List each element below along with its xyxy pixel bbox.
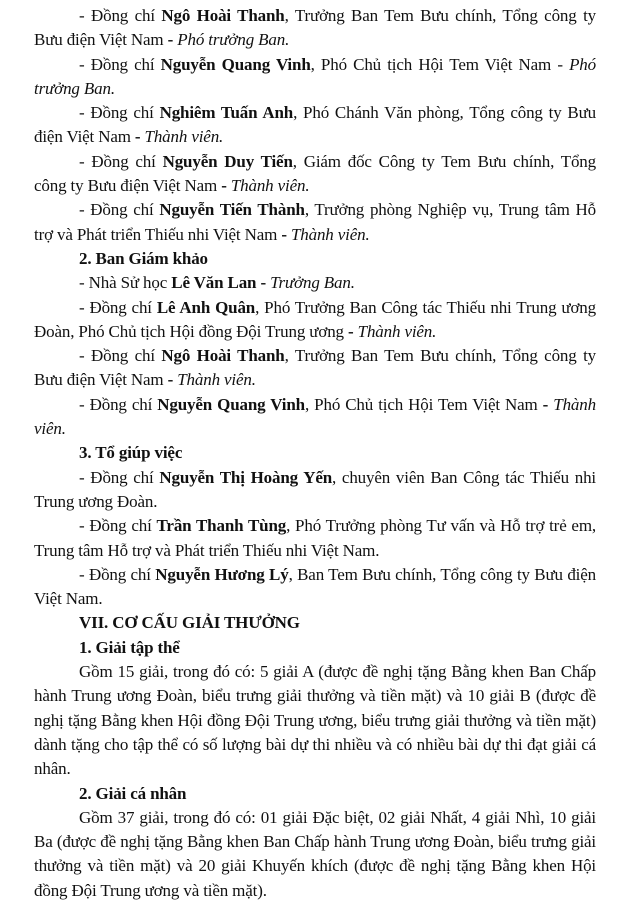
member-desc: , chuyên viên Ban Công tác Thiếu nhi Trung ương Đoàn.	[34, 467, 596, 511]
member-desc: , Phó Chủ tịch Hội Tem Việt Nam	[304, 394, 543, 414]
member-dash: -	[348, 321, 358, 341]
member-prefix: - Đồng chí	[79, 564, 156, 584]
member-desc: , Ban Tem Bưu chính, Tổng công ty Bưu điện Việt Nam.	[34, 564, 597, 609]
member-role: Thành viên.	[230, 176, 310, 196]
member-prefix: - Đồng chí	[79, 516, 157, 536]
member-dash: -	[221, 176, 231, 196]
member-name: Nguyễn Quang Vinh	[157, 394, 305, 414]
member-desc: , Phó Trưởng Ban Công tác Thiếu nhi Trung ương Đoàn, Phó Chủ tịch Hội đồng Đội Trung ương	[34, 297, 596, 341]
committee-member	[34, 150, 596, 199]
member-dash: -	[260, 273, 271, 293]
member-role: Trưởng Ban.	[270, 273, 355, 293]
member-prefix: - Đồng chí	[79, 54, 161, 74]
member-name: Ngô Hoài Thanh	[161, 346, 285, 366]
member-dash: -	[542, 394, 554, 414]
committee-member	[34, 53, 596, 102]
group-award-text: Gồm 15 giải, trong đó có: 5 giải A (được đề nghị tặng Bằng khen Ban Chấp hành Trung ương Đoàn, biểu trưng giải thưởng và tiền mặt) và 10 giải B (được đề nghị tặng Bằng khen Hội đồng Đội Trung ương, biểu trưng giải thưởng và tiền mặt) dành tặng cho tập thể có số lượng bài dự thi nhiều và có nhiều bài dự thi đạt giải cá nhân.	[34, 662, 596, 779]
member-name: Lê Văn Lan	[171, 273, 257, 293]
member-name: Nguyễn Hương Lý	[155, 564, 289, 584]
member-prefix: - Đồng chí	[79, 103, 160, 123]
jury-member	[34, 393, 596, 442]
member-desc: , Trưởng phòng Nghiệp vụ, Trung tâm Hỗ trợ và Phát triển Thiếu nhi Việt Nam	[34, 200, 597, 244]
jury-heading: 2. Ban Giám khảo	[79, 248, 208, 268]
jury-member	[34, 296, 596, 345]
jury-member	[34, 344, 596, 393]
support-heading: 3. Tổ giúp việc	[79, 443, 183, 463]
member-name: Nguyễn Tiến Thành	[159, 200, 305, 220]
group-award-heading: 1. Giải tập thể	[79, 637, 180, 657]
member-prefix: - Đồng chí	[79, 394, 158, 414]
member-desc: , Phó Trưởng phòng Tư vấn và Hỗ trợ trẻ em, Trung tâm Hỗ trợ và Phát triển Thiếu nhi Việt Nam.	[34, 516, 596, 560]
member-desc: , Phó Chánh Văn phòng, Tổng công ty Bưu điện Việt Nam	[34, 103, 597, 147]
member-role: Thành viên.	[144, 127, 224, 147]
member-name: Nguyễn Quang Vinh	[160, 54, 311, 74]
member-name: Trần Thanh Tùng	[156, 516, 287, 536]
member-role: Thành viên.	[290, 224, 370, 244]
member-prefix: - Nhà Sử học	[79, 273, 172, 293]
member-dash: -	[134, 127, 145, 147]
individual-award-text: Gồm 37 giải, trong đó có: 01 giải Đặc biệt, 02 giải Nhất, 4 giải Nhì, 10 giải Ba (được đề nghị tặng Bằng khen Ban Chấp hành Trung ương Đoàn, biểu trưng giải thưởng và tiền mặt) và 20 giải Khuyến khích (được đề nghị tặng Bằng khen Hội đồng Đội Trung ương và tiền mặt).	[34, 807, 596, 900]
member-dash: -	[167, 370, 178, 390]
member-name: Nguyễn Thị Hoàng Yến	[159, 467, 333, 487]
awards-heading: VII. CƠ CẤU GIẢI THƯỞNG	[79, 613, 300, 633]
member-desc: , Trưởng Ban Tem Bưu chính, Tổng công ty Bưu điện Việt Nam	[34, 346, 596, 390]
individual-award-heading: 2. Giải cá nhân	[79, 783, 187, 803]
member-dash: -	[281, 224, 291, 244]
member-desc: , Giám đốc Công ty Tem Bưu chính, Tổng công ty Bưu điện Việt Nam	[34, 151, 597, 196]
member-name: Ngô Hoài Thanh	[161, 6, 285, 25]
member-name: Lê Anh Quân	[156, 297, 256, 317]
support-member	[34, 466, 596, 515]
member-role: Thành viên.	[177, 370, 256, 390]
member-prefix: - Đồng chí	[79, 467, 160, 487]
member-prefix: - Đồng chí	[79, 200, 160, 220]
committee-member	[34, 198, 596, 247]
support-member	[34, 563, 596, 612]
member-prefix: - Đồng chí	[79, 346, 162, 366]
member-role: Phó trưởng Ban.	[177, 30, 290, 50]
member-prefix: - Đồng chí	[79, 6, 162, 25]
member-role: Thành viên.	[34, 394, 596, 439]
member-role: Phó trưởng Ban.	[34, 54, 596, 98]
member-role: Thành viên.	[357, 321, 437, 341]
committee-member	[34, 101, 596, 150]
member-desc: , Trưởng Ban Tem Bưu chính, Tổng công ty Bưu điện Việt Nam	[34, 6, 596, 50]
support-member	[34, 514, 596, 563]
member-prefix: - Đồng chí	[79, 297, 157, 317]
member-dash: -	[167, 30, 178, 50]
member-name: Nghiêm Tuấn Anh	[159, 103, 294, 123]
committee-member	[34, 4, 596, 53]
member-desc: , Phó Chủ tịch Hội Tem Việt Nam -	[310, 54, 570, 74]
jury-member	[34, 271, 596, 295]
member-name: Nguyễn Duy Tiến	[162, 151, 293, 171]
member-prefix: - Đồng chí	[79, 151, 163, 171]
